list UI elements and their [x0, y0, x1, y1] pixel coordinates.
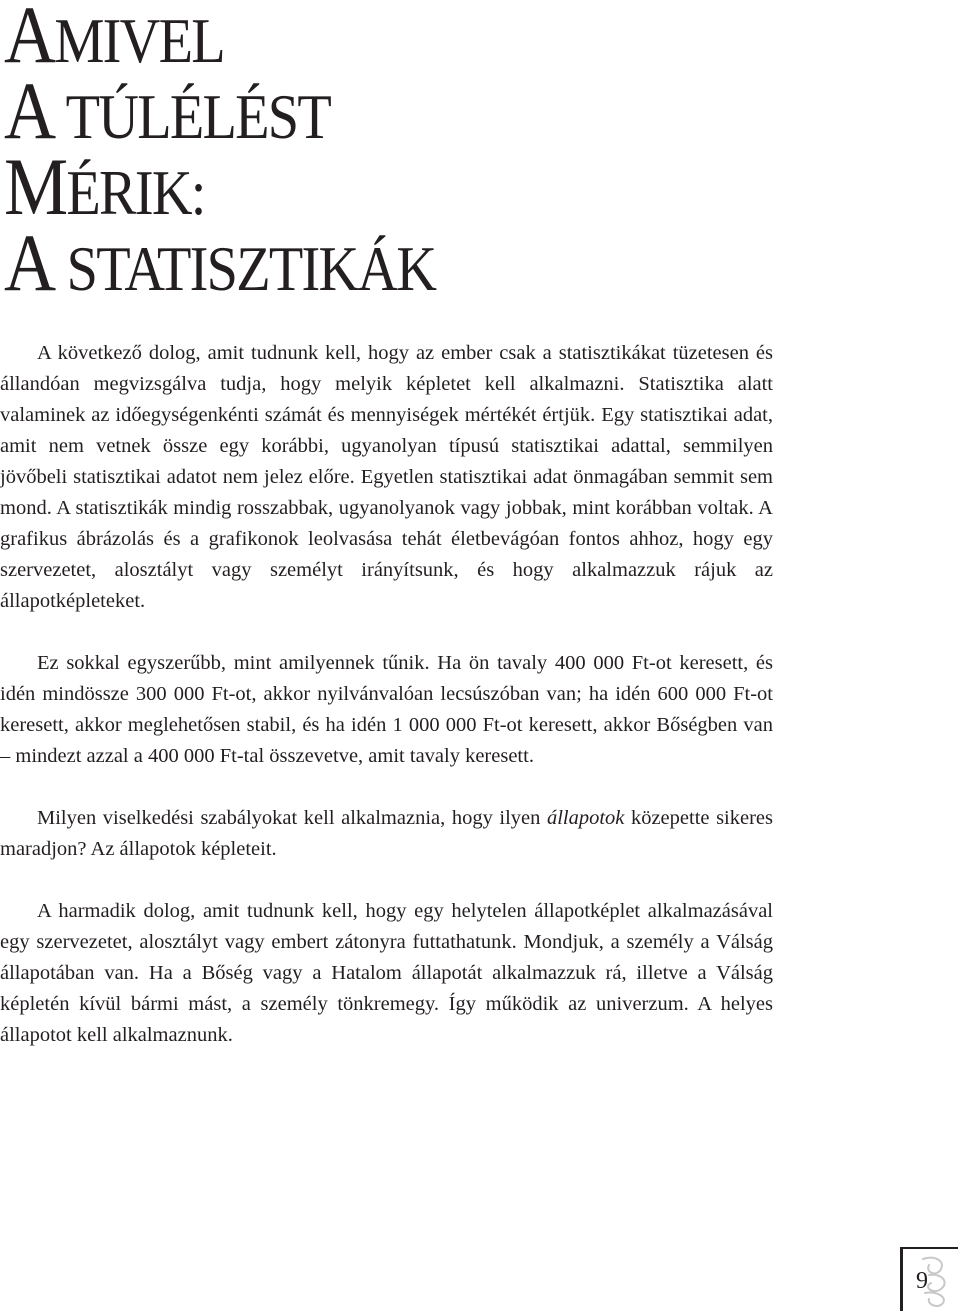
body-text — [0, 338, 773, 1051]
paragraph-statistics-intro: A következő dolog, amit tudnunk kell, hogy az ember csak a statisztikákat tüzetesen és állandóan megvizsgálva tudja, hogy melyik képletet kell alkalmazni. Statisztika alatt valaminek az időegységenkénti számát és mennyiségek mértékét értjük. Egy statisztikai adat, amit nem vetnek össze egy korábbi, ugyanolyan típusú statisztikai adattal, semmilyen jövőbeli statisztikai adatot nem jelez előre. Egyetlen statisztikai adat önmagában semmit sem mond. A statisztikák mindig rosszabbak, ugyanolyanok vagy jobbak, mint korábban voltak. A grafikus ábrázolás és a grafikonok leolvasása tehát életbevágóan fontos ahhoz, hogy egy szervezetet, alosztályt vagy személyt irányítsunk, és hogy alkalmazzuk rájuk az állapotképleteket. — [0, 342, 773, 612]
chapter-title-line-2: A TÚLÉLÉST — [4, 65, 330, 156]
chapter-title-line-3: MÉRIK: — [4, 141, 205, 232]
paragraph-conditions-question-end: közepette sikeres maradjon? Az állapotok képleteit. — [0, 807, 773, 860]
page-number: 9 — [916, 1268, 928, 1294]
emphasis-allapotok: állapotok — [546, 807, 625, 829]
paragraph-conditions-question-start: Milyen viselkedési szabályokat kell alkalmaznia, hogy ilyen — [37, 807, 547, 829]
paragraph-conditions-question — [0, 803, 773, 865]
chapter-title-line-1: AMIVEL — [4, 0, 224, 80]
chapter-title-line-4: A STATISZTIKÁK — [4, 217, 436, 308]
page-number-box — [900, 1247, 958, 1311]
chapter-title — [4, 0, 436, 308]
paragraph-wrong-formula: A harmadik dolog, amit tudnunk kell, hogy egy helytelen állapotképlet alkalmazásával egy szervezetet, alosztályt vagy embert zátonyra futtathatunk. Mondjuk, a személy a Válság állapotában van. Ha a Bőség vagy a Hatalom állapotát alkalmazzuk rá, illetve a Válság képletén kívül bármi mást, a személy tönkremegy. Így működik az univerzum. A helyes állapotot kell alkalmaznunk. — [0, 900, 773, 1046]
paragraph-income-example: Ez sokkal egyszerűbb, mint amilyennek tűnik. Ha ön tavaly 400 000 Ft-ot keresett, és idén mindössze 300 000 Ft-ot, akkor nyilvánvalóan lecsúszóban van; ha idén 600 000 Ft-ot keresett, akkor meglehetősen stabil, és ha idén 1 000 000 Ft-ot keresett, akkor Bőségben van – mindezt azzal a 400 000 Ft-tal összevetve, amit tavaly keresett. — [0, 652, 773, 767]
